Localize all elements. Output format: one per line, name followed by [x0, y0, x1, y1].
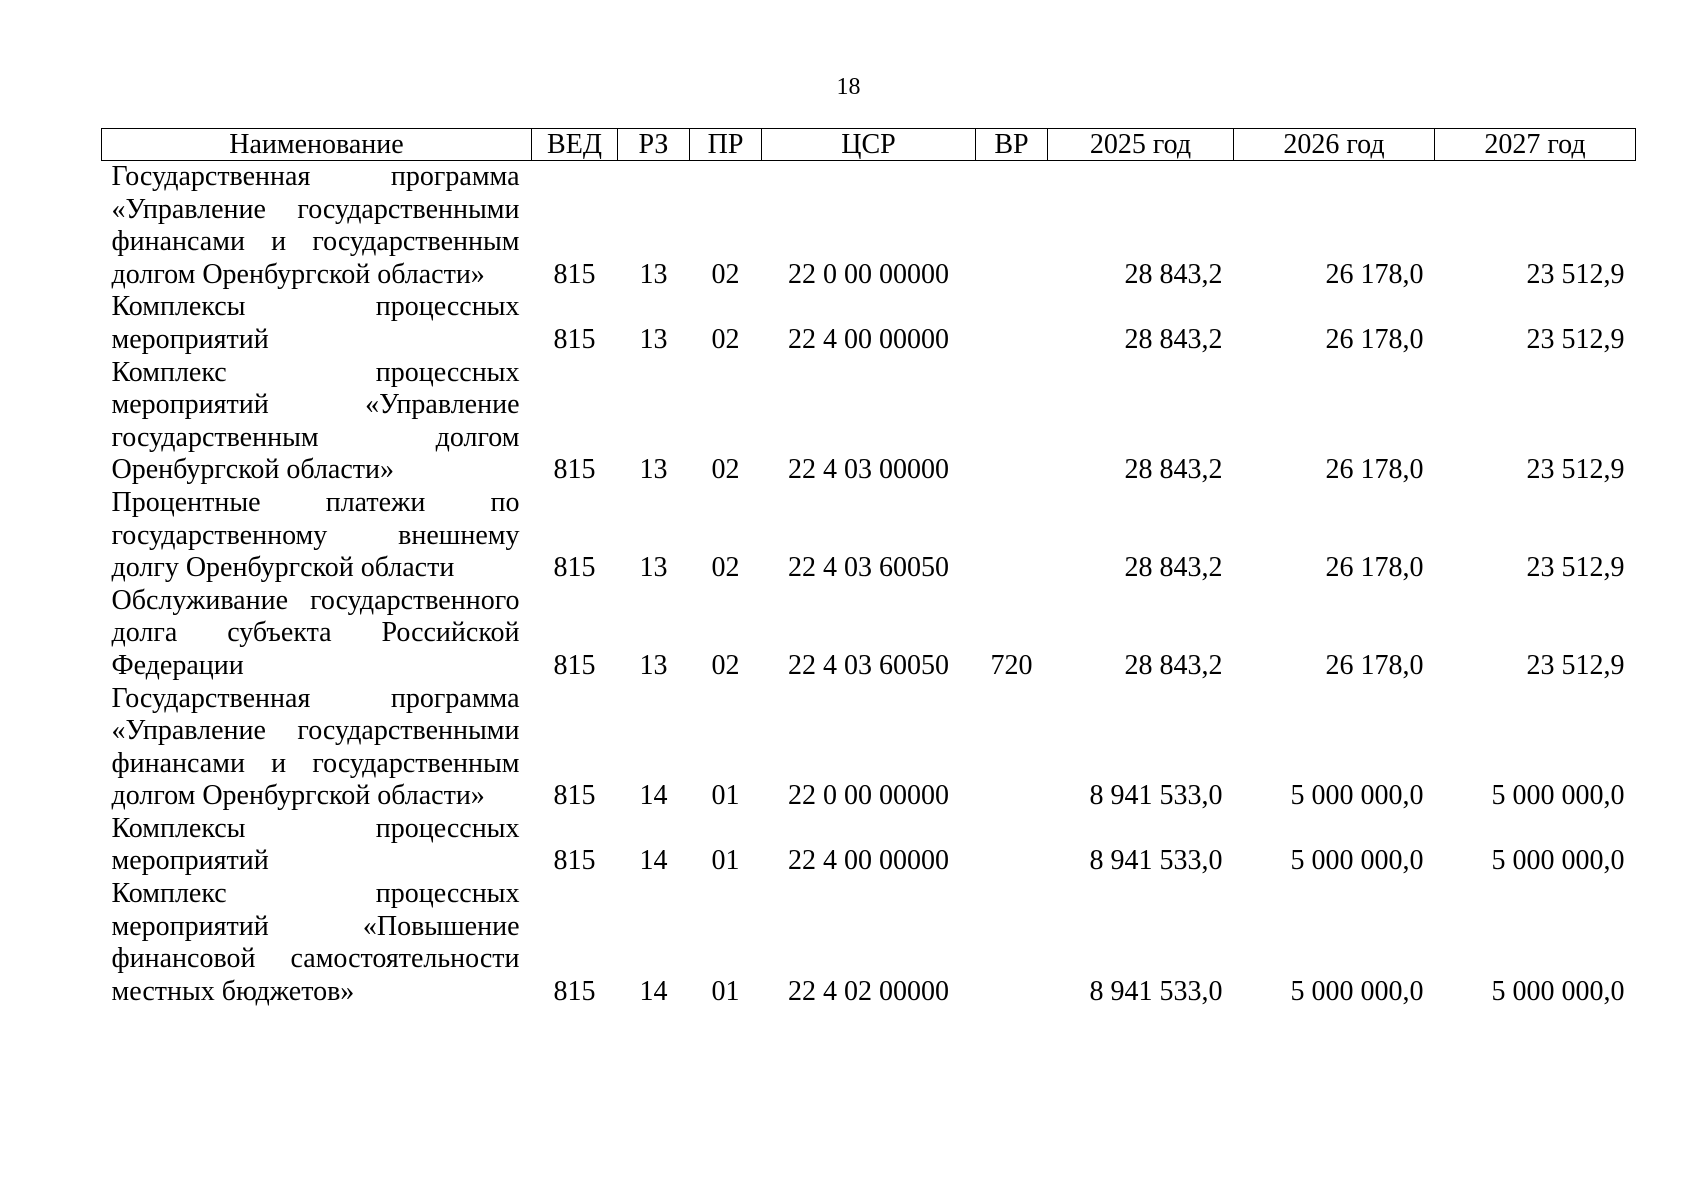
header-2025: 2025 год	[1048, 129, 1234, 161]
table-row	[102, 487, 1636, 585]
row-vr	[976, 161, 1048, 292]
row-pr: 01	[711, 780, 740, 812]
row-2026: 26 178,0	[1325, 323, 1424, 355]
row-name: Комплексы процессных мероприятий	[111, 291, 520, 355]
row-2026: 5 000 000,0	[1290, 845, 1424, 877]
row-vr	[976, 683, 1048, 813]
row-vr	[976, 291, 1048, 356]
row-ved: 815	[553, 258, 596, 290]
table-row	[102, 291, 1636, 356]
row-2025: 28 843,2	[1124, 258, 1223, 290]
row-name: Государственная программа «Управление государственными финансами и государственным долгом Оренбургской области»	[111, 682, 520, 812]
row-2026: 26 178,0	[1325, 454, 1424, 486]
header-csr: ЦСР	[762, 129, 976, 161]
row-2025: 28 843,2	[1124, 454, 1223, 486]
row-vr	[976, 357, 1048, 487]
row-vr	[976, 487, 1048, 585]
row-ved: 815	[553, 649, 596, 681]
row-csr: 22 0 00 00000	[788, 780, 949, 812]
table-row	[102, 878, 1636, 1008]
row-ved: 815	[553, 845, 596, 877]
row-2027: 23 512,9	[1526, 649, 1625, 681]
row-2025: 28 843,2	[1124, 323, 1223, 355]
header-2026: 2026 год	[1234, 129, 1435, 161]
row-ved: 815	[553, 780, 596, 812]
row-rz: 13	[639, 258, 668, 290]
row-csr: 22 4 00 00000	[788, 845, 949, 877]
row-pr: 02	[711, 454, 740, 486]
row-2025: 28 843,2	[1124, 649, 1223, 681]
row-pr: 02	[711, 323, 740, 355]
row-name: Комплексы процессных мероприятий	[111, 812, 520, 877]
row-rz: 14	[639, 845, 668, 877]
row-ved: 815	[553, 323, 596, 355]
row-csr: 22 4 03 00000	[788, 454, 949, 486]
table-row	[102, 585, 1636, 683]
row-pr: 02	[711, 649, 740, 681]
row-name: Государственная программа «Управление государственными финансами и государственным долгом Оренбургской области»	[111, 161, 520, 290]
row-2025: 8 941 533,0	[1089, 780, 1223, 812]
header-name: Наименование	[102, 129, 532, 161]
row-pr: 01	[711, 845, 740, 877]
row-csr: 22 4 00 00000	[788, 323, 949, 355]
row-csr: 22 4 03 60050	[788, 552, 949, 584]
row-vr	[976, 813, 1048, 878]
row-name: Комплекс процессных мероприятий «Повышение финансовой самостоятельности местных бюджетов»	[111, 878, 520, 1007]
header-vr: ВР	[976, 129, 1048, 161]
row-2025: 28 843,2	[1124, 552, 1223, 584]
page-number: 18	[836, 74, 861, 100]
row-2026: 26 178,0	[1325, 649, 1424, 681]
row-2027: 23 512,9	[1526, 454, 1625, 486]
table-header-row	[102, 129, 1636, 161]
row-2027: 5 000 000,0	[1491, 975, 1625, 1007]
row-pr: 02	[711, 258, 740, 290]
table-row	[102, 683, 1636, 813]
row-pr: 01	[711, 975, 740, 1007]
header-2027: 2027 год	[1435, 129, 1636, 161]
row-name: Комплекс процессных мероприятий «Управление государственным долгом Оренбургской области»	[111, 356, 520, 486]
row-ved: 815	[553, 552, 596, 584]
row-2027: 5 000 000,0	[1491, 845, 1625, 877]
row-2027: 5 000 000,0	[1491, 780, 1625, 812]
row-2026: 26 178,0	[1325, 258, 1424, 290]
row-2026: 26 178,0	[1325, 552, 1424, 584]
row-csr: 22 4 03 60050	[788, 649, 949, 681]
row-2025: 8 941 533,0	[1089, 845, 1223, 877]
row-2025: 8 941 533,0	[1089, 975, 1223, 1007]
row-ved: 815	[553, 454, 596, 486]
row-vr: 720	[990, 649, 1033, 681]
row-2027: 23 512,9	[1526, 552, 1625, 584]
header-rz: РЗ	[618, 129, 690, 161]
row-name: Обслуживание государственного долга субъекта Российской Федерации	[111, 584, 520, 681]
row-2026: 5 000 000,0	[1290, 780, 1424, 812]
row-ved: 815	[553, 975, 596, 1007]
row-name: Процентные платежи по государственному внешнему долгу Оренбургской области	[111, 486, 520, 584]
table-row	[102, 813, 1636, 878]
row-2026: 5 000 000,0	[1290, 975, 1424, 1007]
row-csr: 22 4 02 00000	[788, 975, 949, 1007]
table-row	[102, 161, 1636, 292]
row-2027: 23 512,9	[1526, 258, 1625, 290]
row-2027: 23 512,9	[1526, 323, 1625, 355]
table-row	[102, 357, 1636, 487]
row-rz: 13	[639, 454, 668, 486]
row-pr: 02	[711, 552, 740, 584]
row-csr: 22 0 00 00000	[788, 258, 949, 290]
row-rz: 13	[639, 649, 668, 681]
row-rz: 13	[639, 552, 668, 584]
header-pr: ПР	[690, 129, 762, 161]
header-ved: ВЕД	[532, 129, 618, 161]
row-rz: 14	[639, 975, 668, 1007]
budget-table	[101, 128, 1636, 1008]
row-rz: 13	[639, 323, 668, 355]
row-rz: 14	[639, 780, 668, 812]
row-vr	[976, 878, 1048, 1008]
